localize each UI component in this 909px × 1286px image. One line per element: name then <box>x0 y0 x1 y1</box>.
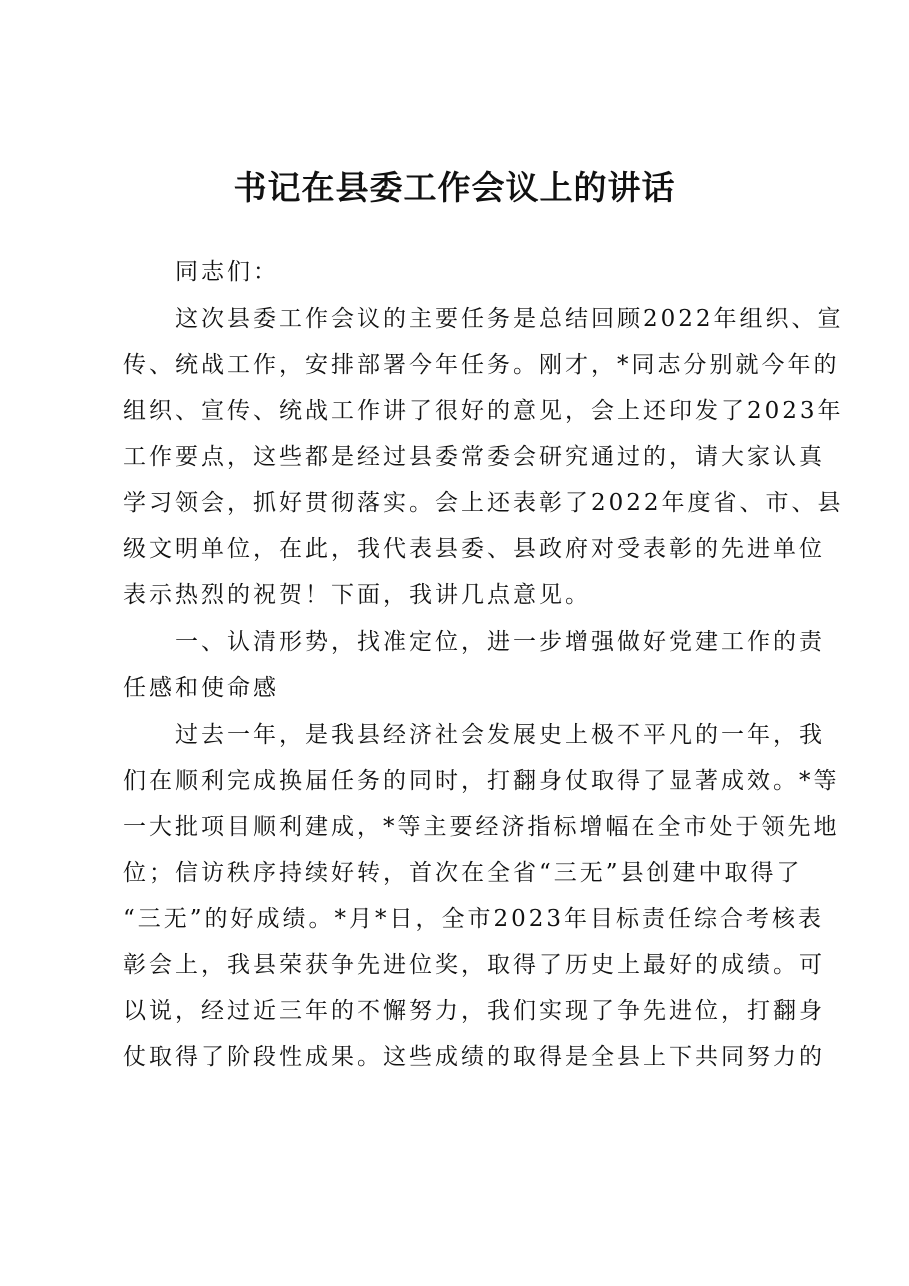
text-line: 级文明单位，在此，我代表县委、县政府对受表彰的先进单位 <box>123 536 825 562</box>
text-line: 表示热烈的祝贺！下面，我讲几点意见。 <box>123 582 591 608</box>
greeting <box>123 249 795 295</box>
text-line: 彰会上，我县荣获争先进位奖，取得了历史上最好的成绩。可 <box>123 952 825 978</box>
document-body <box>123 249 844 1081</box>
paragraph-review <box>123 712 840 1080</box>
document-title: 书记在县委工作会议上的讲话 <box>233 168 676 207</box>
text-line: 组织、宣传、统战工作讲了很好的意见，会上还印发了2023年 <box>123 398 844 424</box>
text-line: 传、统战工作，安排部署今年任务。刚才，*同志分别就今年的 <box>123 352 840 378</box>
text-line: “三无”的好成绩。*月*日，全市2023年目标责任综合考核表 <box>123 906 825 932</box>
text-line: 位；信访秩序持续好转，首次在全省“三无”县创建中取得了 <box>123 860 803 886</box>
text-line: 一、认清形势，找准定位，进一步增强做好党建工作的责 <box>175 629 825 655</box>
section-heading-1 <box>123 619 825 711</box>
text-line: 工作要点，这些都是经过县委常委会研究通过的，请大家认真 <box>123 444 825 470</box>
paragraph-intro <box>123 296 844 618</box>
text-line: 仗取得了阶段性成果。这些成绩的取得是全县上下共同努力的 <box>123 1044 825 1070</box>
text-line: 们在顺利完成换届任务的同时，打翻身仗取得了显著成效。*等 <box>123 768 840 794</box>
text-line: 以说，经过近三年的不懈努力，我们实现了争先进位，打翻身 <box>123 998 825 1024</box>
text-line: 这次县委工作会议的主要任务是总结回顾2022年组织、宣 <box>175 306 844 332</box>
text-line: 学习领会，抓好贯彻落实。会上还表彰了2022年度省、市、县 <box>123 490 844 516</box>
text-line: 任感和使命感 <box>123 675 279 701</box>
greeting-line: 同志们： <box>175 259 279 285</box>
text-line: 过去一年，是我县经济社会发展史上极不平凡的一年，我 <box>175 722 825 748</box>
text-line: 一大批项目顺利建成，*等主要经济指标增幅在全市处于领先地 <box>123 814 840 840</box>
